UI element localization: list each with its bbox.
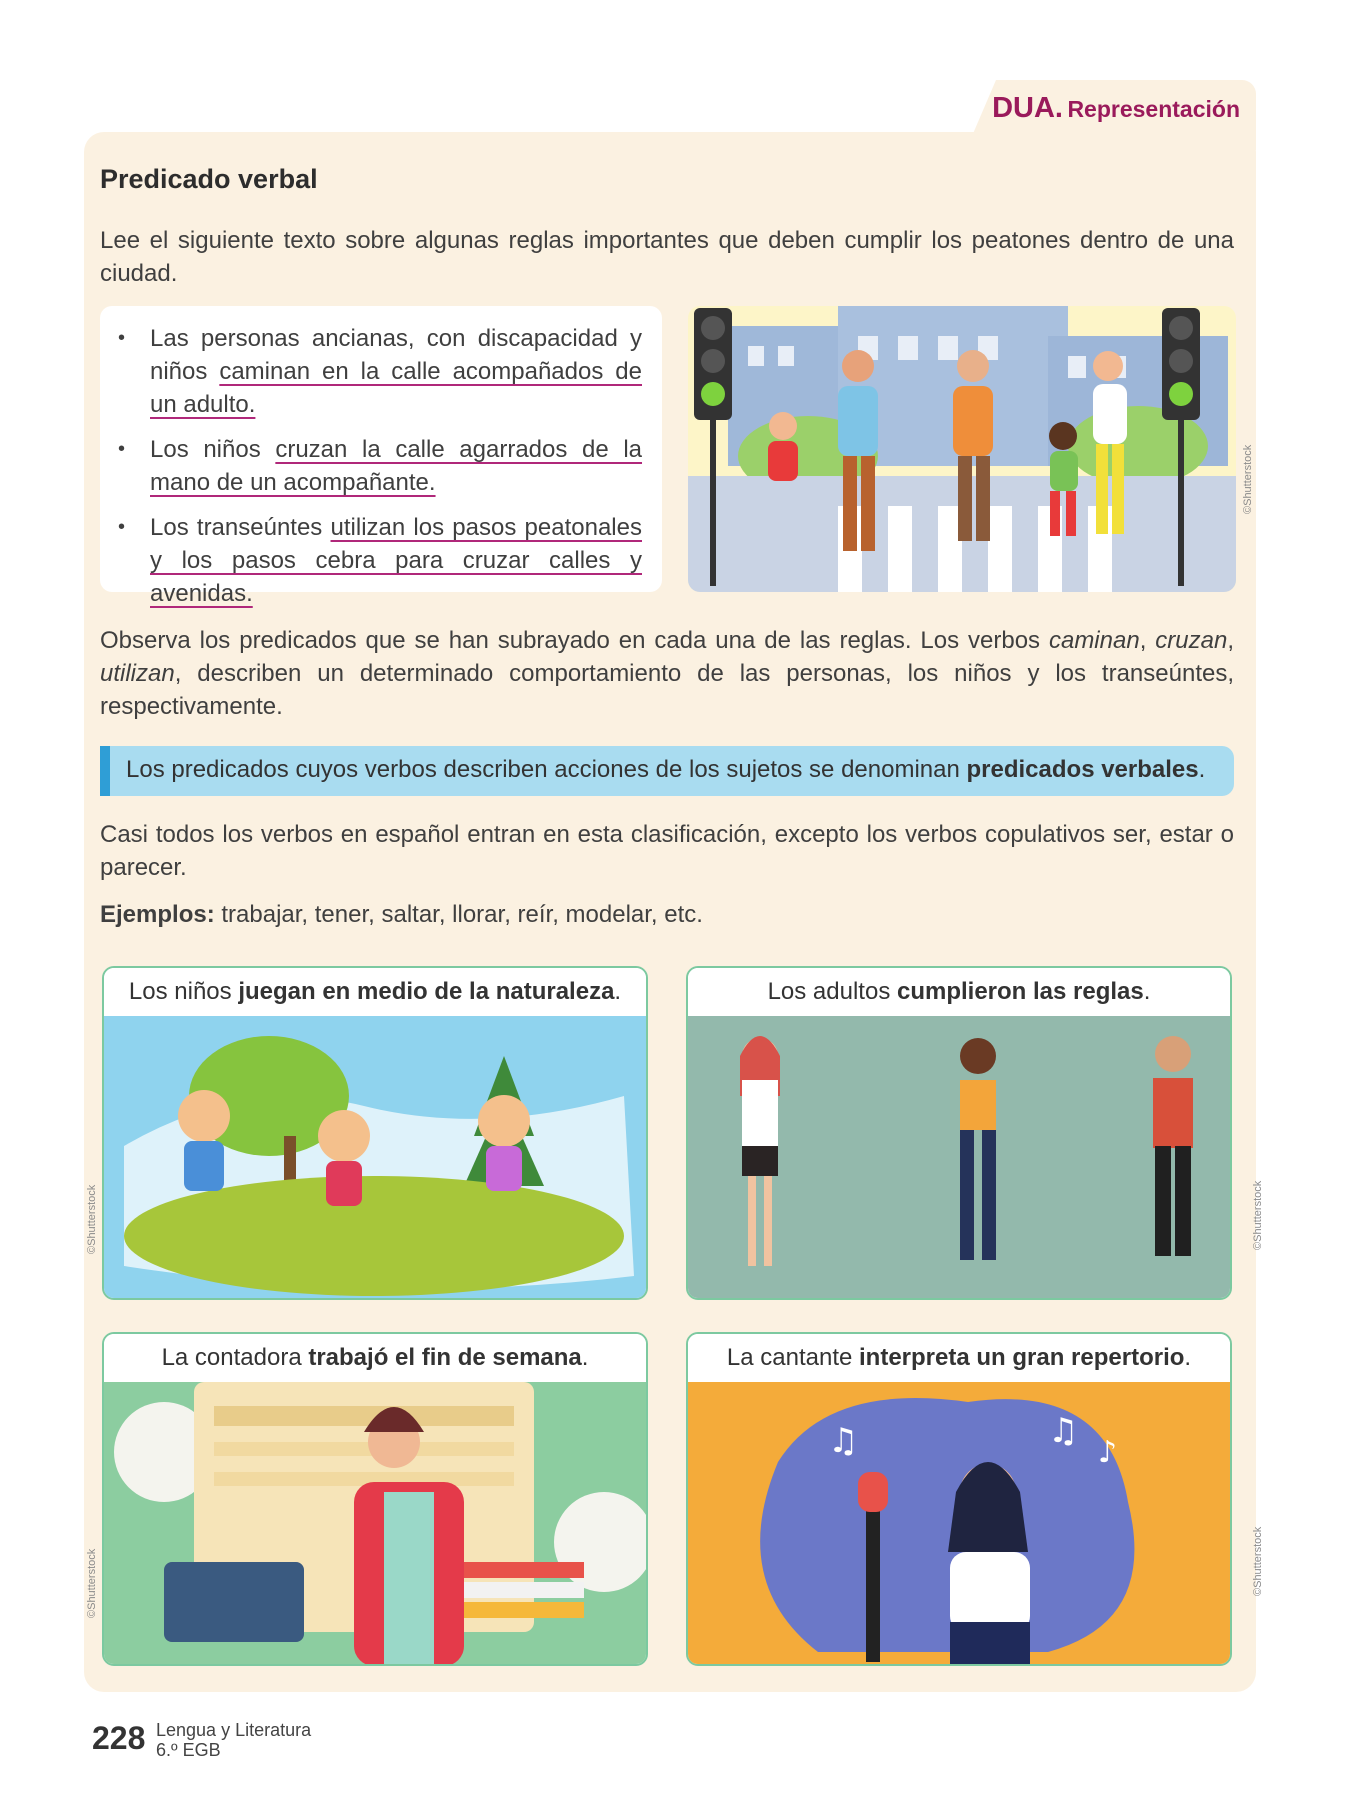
rule-item <box>150 511 642 610</box>
rules-box <box>100 306 662 607</box>
example-card-accountant <box>102 1332 648 1666</box>
section-title: Predicado verbal <box>100 164 318 194</box>
rule-predicate: cruzan la calle agarrados de la mano de un acompañante. <box>150 436 643 496</box>
rule-predicate: caminan en la calle acompañados de un adulto. <box>150 358 642 418</box>
examples-label: Ejemplos: <box>100 901 215 928</box>
example-card-children <box>102 966 648 1300</box>
svg-text:♪: ♪ <box>1098 1435 1118 1470</box>
accountant-illustration <box>104 1382 646 1664</box>
subject-label: Lengua y Literatura <box>156 1720 312 1740</box>
page-number: 228 <box>92 1720 146 1756</box>
rule-text: Las personas ancianas, con discapacidad y niños <box>150 325 642 385</box>
card-caption: La contadora trabajó el fin de semana. <box>104 1334 646 1382</box>
card-caption: Los niños juegan en medio de la naturaleza. <box>104 968 646 1016</box>
representation-label: Representación <box>1067 96 1240 122</box>
svg-text:♫: ♫ <box>828 1421 859 1461</box>
definition-box <box>100 746 1234 796</box>
dua-label <box>992 92 1240 125</box>
singer-illustration <box>688 1382 1230 1664</box>
observe-paragraph: Observa los predicados que se han subrayado en cada una de las reglas. Los verbos caminan, cruzan, utilizan, describen un determinado comportamiento de las personas, los niños y los transeúntes, respectivamente. <box>100 627 1234 720</box>
svg-text:♫: ♫ <box>1048 1411 1079 1451</box>
photo-credit: ©Shutterstock <box>1242 444 1254 514</box>
rule-item <box>150 433 642 499</box>
photo-credit: ©Shutterstock <box>1252 1526 1264 1596</box>
grade-label: 6.º EGB <box>156 1740 221 1760</box>
definition-text: Los predicados cuyos verbos describen acciones de los sujetos se denominan predicados verbales. <box>126 756 1206 783</box>
card-caption: La cantante interpreta un gran repertorio. <box>688 1334 1230 1382</box>
children-playing-illustration <box>104 1016 646 1298</box>
rules-list <box>100 306 662 610</box>
crosswalk-illustration <box>688 306 1236 592</box>
rule-text: Los transeúntes <box>150 514 331 541</box>
photo-credit: ©Shutterstock <box>86 1548 98 1618</box>
rule-item <box>150 322 642 421</box>
examples-paragraph: Ejemplos: trabajar, tener, saltar, llorar, reír, modelar, etc. <box>100 901 703 928</box>
intro-paragraph: Lee el siguiente texto sobre algunas reglas importantes que deben cumplir los peatones dentro de una ciudad. <box>100 227 1234 287</box>
adults-illustration <box>688 1016 1230 1298</box>
classification-paragraph: Casi todos los verbos en español entran en esta clasificación, excepto los verbos copulativos ser, estar o parecer. <box>100 821 1234 881</box>
crosswalk-scene <box>688 306 1236 592</box>
photo-credit: ©Shutterstock <box>1252 1180 1264 1250</box>
rule-text: Los niños <box>150 436 276 463</box>
card-caption: Los adultos cumplieron las reglas. <box>688 968 1230 1016</box>
example-card-adults <box>686 966 1232 1300</box>
example-card-singer <box>686 1332 1232 1666</box>
dua-title: DUA. <box>992 92 1063 124</box>
photo-credit: ©Shutterstock <box>86 1184 98 1254</box>
rule-predicate: utilizan los pasos peatonales y los pasos cebra para cruzar calles y avenidas. <box>150 514 642 607</box>
